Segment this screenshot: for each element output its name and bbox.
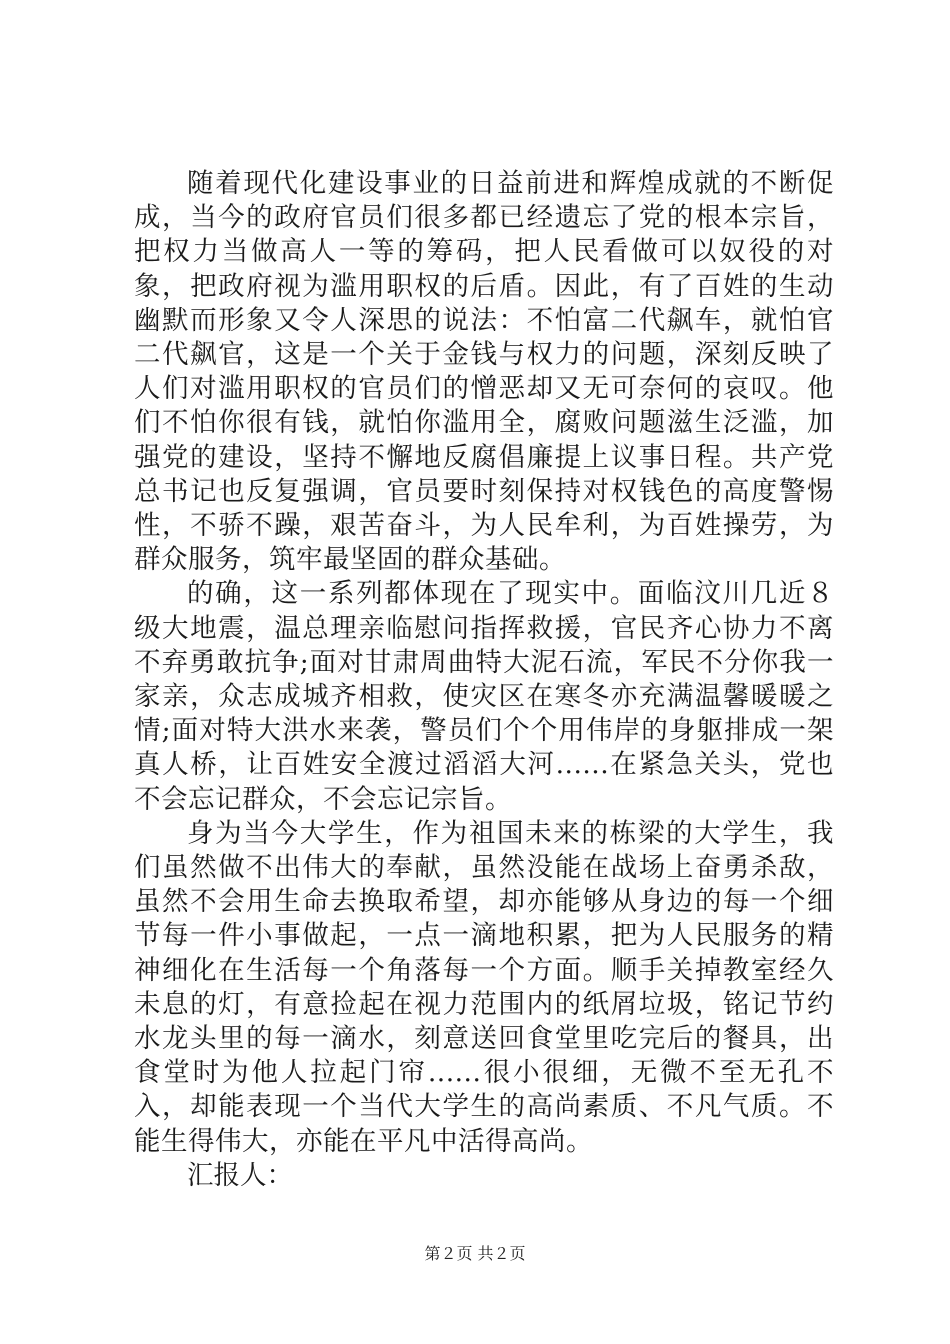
paragraph-3: 身为当今大学生，作为祖国未来的栋梁的大学生，我们虽然做不出伟大的奉献，虽然没能在战场上奋勇杀敌，虽然不会用生命去换取希望，却亦能够从身边的每一个细节每一件小事做起，一点一滴地积累，把为人民服务的精神细化在生活每一个角落每一个方面。顺手关掉教室经久未息的灯，有意捡起在视力范围内的纸屑垃圾，铭记节约水龙头里的每一滴水，刻意送回食堂里吃完后的餐具，出食堂时为他人拉起门帘......很小很细，无微不至无孔不入，却能表现一个当代大学生的高尚素质、不凡气质。不能生得伟大，亦能在平凡中活得高尚。 — [134, 817, 834, 1157]
paragraph-1: 随着现代化建设事业的日益前进和辉煌成就的不断促成，当今的政府官员们很多都已经遗忘了党的根本宗旨，把权力当做高人一等的筹码，把人民看做可以奴役的对象，把政府视为滥用职权的后盾。因此，有了百姓的生动幽默而形象又令人深思的说法：不怕富二代飙车，就怕官二代飙官，这是一个关于金钱与权力的问题，深刻反映了人们对滥用职权的官员们的憎恶却又无可奈何的哀叹。他们不怕你很有钱，就怕你滥用全，腐败问题滋生泛滥，加强党的建设，坚持不懈地反腐倡廉提上议事日程。共产党总书记也反复强调，官员要时刻保持对权钱色的高度警惕性，不骄不躁，艰苦奋斗，为人民牟利，为百姓操劳，为群众服务，筑牢最坚固的群众基础。 — [134, 168, 834, 576]
page-number-footer: 第２页 共２页 — [424, 1244, 526, 1263]
document-body — [134, 167, 834, 1193]
paragraph-2: 的确，这一系列都体现在了现实中。面临汶川几近８级大地震，温总理亲临慰问指挥救援，官民齐心协力不离不弃勇敢抗争;面对甘肃周曲特大泥石流，军民不分你我一家亲，众志成城齐相救，使灾区在寒冬亦充满温馨暖暖之情;面对特大洪水来袭，警员们个个用伟岸的身躯排成一架真人桥，让百姓安全渡过滔滔大河......在紧急关头，党也不会忘记群众，不会忘记宗旨。 — [134, 578, 834, 815]
signature-label: 汇报人： — [187, 1159, 293, 1191]
